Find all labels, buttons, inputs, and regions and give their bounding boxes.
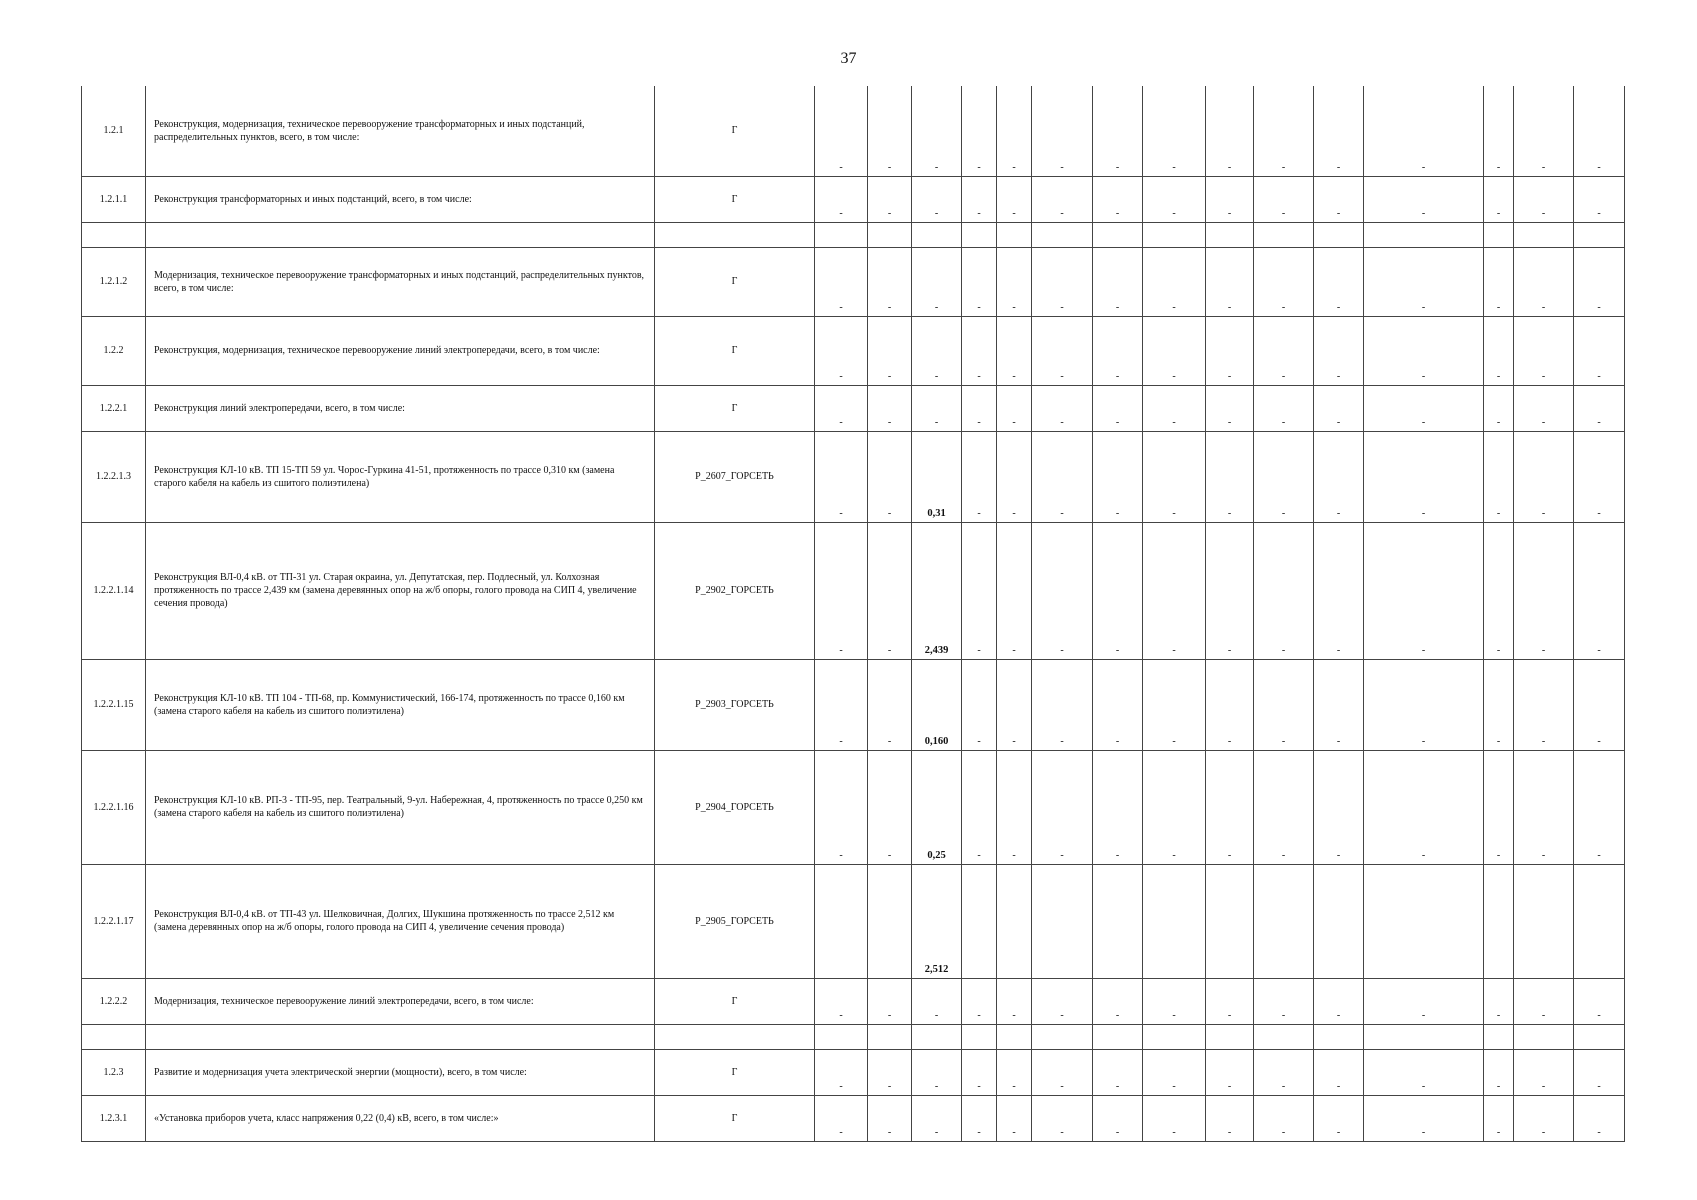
value-cell: - (997, 316, 1032, 385)
value-cell: - (1514, 750, 1574, 864)
value-cell: - (1514, 978, 1574, 1024)
table-row (82, 176, 1625, 222)
value-cell: - (962, 659, 997, 750)
table-row (82, 864, 1625, 978)
value-cell: - (1143, 659, 1206, 750)
value-cell: - (997, 750, 1032, 864)
value-cell (912, 1024, 962, 1049)
value-cell: - (1254, 1095, 1314, 1141)
value-cell (1514, 864, 1574, 978)
table-row (82, 1095, 1625, 1141)
value-cell: - (868, 247, 912, 316)
row-name-cell: Реконструкция, модернизация, техническое перевооружение трансформаторных и иных подстанций, распределительных пунктов, всего, в том числе: (146, 86, 655, 176)
page-number: 37 (840, 50, 857, 67)
row-name-cell: Развитие и модернизация учета электрической энергии (мощности), всего, в том числе: (146, 1049, 655, 1095)
value-cell: - (1514, 1095, 1574, 1141)
row-identifier-cell: Г (655, 385, 815, 431)
row-code-cell: 1.2.1.1 (82, 176, 146, 222)
value-cell (868, 1024, 912, 1049)
value-cell: - (962, 385, 997, 431)
value-cell (1032, 222, 1093, 247)
row-name-cell: «Установка приборов учета, класс напряжения 0,22 (0,4) кВ, всего, в том числе:» (146, 1095, 655, 1141)
value-cell: - (815, 431, 868, 522)
value-cell: - (912, 385, 962, 431)
value-cell: - (1254, 176, 1314, 222)
value-cell: 2,439 (912, 522, 962, 659)
value-cell: - (1254, 522, 1314, 659)
table-row (82, 522, 1625, 659)
row-code-cell: 1.2.3 (82, 1049, 146, 1095)
value-cell: - (1364, 750, 1484, 864)
value-cell: - (1574, 978, 1625, 1024)
value-cell: - (1143, 385, 1206, 431)
table-row (82, 316, 1625, 385)
value-cell (1484, 864, 1514, 978)
value-cell (1364, 864, 1484, 978)
value-cell: - (962, 247, 997, 316)
value-cell: - (868, 659, 912, 750)
value-cell: - (912, 247, 962, 316)
value-cell: - (1484, 86, 1514, 176)
row-identifier-cell: P_2607_ГОРСЕТЬ (655, 431, 815, 522)
value-cell: - (1032, 750, 1093, 864)
table-row (82, 431, 1625, 522)
row-name-cell: Реконструкция ВЛ-0,4 кВ. от ТП-31 ул. Старая окраина, ул. Депутатская, пер. Подлесный, ул. Колхозная протяженность по трассе 2,439 км (замена деревянных опор на ж/б опоры, голого провода на СИП 4, увеличение сечения провода) (146, 522, 655, 659)
value-cell: - (1093, 431, 1143, 522)
value-cell: - (815, 316, 868, 385)
row-code-cell: 1.2.3.1 (82, 1095, 146, 1141)
table-row (82, 750, 1625, 864)
row-code-cell: 1.2.2.1.17 (82, 864, 146, 978)
value-cell: - (1574, 86, 1625, 176)
value-cell: - (1514, 1049, 1574, 1095)
value-cell: - (1484, 978, 1514, 1024)
value-cell: - (1484, 1049, 1514, 1095)
value-cell: - (1093, 247, 1143, 316)
value-cell: - (1314, 176, 1364, 222)
value-cell: - (1143, 1049, 1206, 1095)
value-cell: - (1364, 1095, 1484, 1141)
value-cell (815, 222, 868, 247)
table-row (82, 385, 1625, 431)
value-cell: - (1093, 1095, 1143, 1141)
value-cell: - (1364, 1049, 1484, 1095)
value-cell: - (1514, 385, 1574, 431)
value-cell: - (815, 659, 868, 750)
row-identifier-cell (655, 222, 815, 247)
value-cell: - (997, 1095, 1032, 1141)
value-cell: - (1484, 316, 1514, 385)
value-cell: - (962, 176, 997, 222)
value-cell: - (997, 1049, 1032, 1095)
row-name-cell: Реконструкция КЛ-10 кВ. ТП 15-ТП 59 ул. Чорос-Гуркина 41-51, протяженность по трассе 0,310 км (замена старого кабеля на кабель из сшитого полиэтилена) (146, 431, 655, 522)
value-cell: - (1206, 659, 1254, 750)
value-cell (1254, 1024, 1314, 1049)
row-identifier-cell: Г (655, 1049, 815, 1095)
value-cell: - (962, 431, 997, 522)
value-cell: - (1314, 431, 1364, 522)
row-code-cell: 1.2.2.1.16 (82, 750, 146, 864)
value-cell: - (1143, 522, 1206, 659)
value-cell (1574, 1024, 1625, 1049)
value-cell: - (1484, 522, 1514, 659)
row-name-cell: Реконструкция ВЛ-0,4 кВ. от ТП-43 ул. Шелковичная, Долгих, Шукшина протяженность по трассе 2,512 км (замена деревянных опор на ж/б опоры, голого провода на СИП 4, увеличение сечения провода) (146, 864, 655, 978)
value-cell: - (962, 750, 997, 864)
row-code-cell: 1.2.2.2 (82, 978, 146, 1024)
row-identifier-cell: P_2902_ГОРСЕТЬ (655, 522, 815, 659)
value-cell: - (1093, 522, 1143, 659)
value-cell: - (912, 316, 962, 385)
value-cell: - (1574, 659, 1625, 750)
value-cell: - (1314, 247, 1364, 316)
row-identifier-cell: P_2905_ГОРСЕТЬ (655, 864, 815, 978)
value-cell: - (1032, 385, 1093, 431)
value-cell: - (1364, 978, 1484, 1024)
value-cell: - (997, 978, 1032, 1024)
value-cell (1143, 1024, 1206, 1049)
row-code-cell: 1.2.1 (82, 86, 146, 176)
value-cell (1032, 1024, 1093, 1049)
value-cell: - (1143, 247, 1206, 316)
value-cell: - (1093, 659, 1143, 750)
value-cell: - (868, 385, 912, 431)
value-cell: - (1314, 522, 1364, 659)
value-cell: - (1364, 86, 1484, 176)
row-name-cell: Реконструкция линий электропередачи, всего, в том числе: (146, 385, 655, 431)
row-code-cell (82, 1024, 146, 1049)
value-cell (1484, 222, 1514, 247)
value-cell: - (815, 385, 868, 431)
value-cell: - (997, 431, 1032, 522)
value-cell: - (1314, 86, 1364, 176)
value-cell: - (1143, 176, 1206, 222)
value-cell: - (1206, 750, 1254, 864)
value-cell: - (1364, 659, 1484, 750)
value-cell: - (1093, 316, 1143, 385)
value-cell (1254, 222, 1314, 247)
value-cell: - (868, 1095, 912, 1141)
value-cell (1314, 1024, 1364, 1049)
value-cell: - (1032, 978, 1093, 1024)
row-name-cell: Реконструкция, модернизация, техническое перевооружение линий электропередачи, всего, в том числе: (146, 316, 655, 385)
value-cell: - (1143, 86, 1206, 176)
value-cell (1314, 222, 1364, 247)
value-cell: - (815, 1095, 868, 1141)
value-cell: - (1093, 750, 1143, 864)
value-cell: - (1514, 431, 1574, 522)
value-cell: - (1314, 1095, 1364, 1141)
value-cell (1364, 222, 1484, 247)
row-identifier-cell: Г (655, 247, 815, 316)
value-cell: - (815, 86, 868, 176)
value-cell: - (997, 247, 1032, 316)
row-identifier-cell (655, 1024, 815, 1049)
value-cell (1206, 222, 1254, 247)
row-code-cell: 1.2.2.1.14 (82, 522, 146, 659)
value-cell: - (1364, 176, 1484, 222)
value-cell: - (1032, 316, 1093, 385)
table-row (82, 222, 1625, 247)
value-cell (1364, 1024, 1484, 1049)
row-identifier-cell: P_2904_ГОРСЕТЬ (655, 750, 815, 864)
value-cell: - (1574, 247, 1625, 316)
value-cell: - (1514, 316, 1574, 385)
value-cell: - (1484, 659, 1514, 750)
value-cell: 2,512 (912, 864, 962, 978)
value-cell: - (1206, 86, 1254, 176)
table-row (82, 659, 1625, 750)
value-cell: - (1364, 431, 1484, 522)
value-cell: - (1574, 431, 1625, 522)
value-cell: - (1254, 978, 1314, 1024)
value-cell: - (962, 86, 997, 176)
value-cell: - (1032, 522, 1093, 659)
value-cell: - (1143, 316, 1206, 385)
row-code-cell: 1.2.1.2 (82, 247, 146, 316)
value-cell: - (1032, 659, 1093, 750)
value-cell (1032, 864, 1093, 978)
value-cell: - (1574, 316, 1625, 385)
value-cell: - (997, 86, 1032, 176)
value-cell: - (1032, 431, 1093, 522)
value-cell: - (1143, 1095, 1206, 1141)
value-cell: - (1484, 1095, 1514, 1141)
value-cell: - (868, 86, 912, 176)
row-name-cell: Реконструкция трансформаторных и иных подстанций, всего, в том числе: (146, 176, 655, 222)
value-cell: - (1206, 522, 1254, 659)
value-cell: - (1514, 247, 1574, 316)
value-cell (1574, 864, 1625, 978)
value-cell: - (815, 978, 868, 1024)
value-cell (997, 222, 1032, 247)
value-cell: - (1032, 247, 1093, 316)
row-identifier-cell: Г (655, 316, 815, 385)
table-row (82, 86, 1625, 176)
table-row (82, 247, 1625, 316)
value-cell: - (1484, 176, 1514, 222)
value-cell: - (815, 176, 868, 222)
value-cell: - (1093, 176, 1143, 222)
value-cell: - (962, 1095, 997, 1141)
value-cell: - (1364, 522, 1484, 659)
value-cell: - (962, 978, 997, 1024)
row-code-cell: 1.2.2.1 (82, 385, 146, 431)
value-cell: - (1206, 316, 1254, 385)
value-cell: - (1254, 247, 1314, 316)
row-identifier-cell: Г (655, 176, 815, 222)
value-cell: - (1206, 176, 1254, 222)
value-cell (1514, 222, 1574, 247)
table-row (82, 978, 1625, 1024)
value-cell: - (1484, 247, 1514, 316)
value-cell: - (1254, 86, 1314, 176)
table-row (82, 1049, 1625, 1095)
value-cell: - (1093, 86, 1143, 176)
value-cell: - (1206, 1049, 1254, 1095)
value-cell: - (1484, 431, 1514, 522)
value-cell: - (912, 978, 962, 1024)
value-cell: - (997, 385, 1032, 431)
value-cell: - (1314, 750, 1364, 864)
row-name-cell (146, 222, 655, 247)
value-cell: - (1254, 750, 1314, 864)
value-cell: - (1364, 385, 1484, 431)
value-cell: - (868, 1049, 912, 1095)
value-cell: - (1254, 316, 1314, 385)
value-cell (912, 222, 962, 247)
value-cell: - (997, 659, 1032, 750)
value-cell: - (962, 316, 997, 385)
value-cell (1254, 864, 1314, 978)
value-cell: 0,25 (912, 750, 962, 864)
value-cell: - (1206, 247, 1254, 316)
value-cell: - (1484, 750, 1514, 864)
value-cell (962, 222, 997, 247)
value-cell: - (1314, 978, 1364, 1024)
value-cell: - (1143, 431, 1206, 522)
value-cell: - (868, 750, 912, 864)
value-cell (1314, 864, 1364, 978)
value-cell (868, 222, 912, 247)
value-cell: - (868, 316, 912, 385)
row-name-cell: Модернизация, техническое перевооружение линий электропередачи, всего, в том числе: (146, 978, 655, 1024)
value-cell: - (1574, 750, 1625, 864)
value-cell: - (1032, 1095, 1093, 1141)
value-cell (815, 1024, 868, 1049)
value-cell: - (1484, 385, 1514, 431)
value-cell (1143, 222, 1206, 247)
value-cell: - (1032, 176, 1093, 222)
row-identifier-cell: Г (655, 978, 815, 1024)
value-cell (1093, 864, 1143, 978)
row-code-cell (82, 222, 146, 247)
value-cell (997, 1024, 1032, 1049)
value-cell: - (1574, 176, 1625, 222)
value-cell: - (815, 522, 868, 659)
row-code-cell: 1.2.2 (82, 316, 146, 385)
row-code-cell: 1.2.2.1.15 (82, 659, 146, 750)
value-cell: - (868, 431, 912, 522)
value-cell: - (1574, 1095, 1625, 1141)
value-cell: - (997, 522, 1032, 659)
value-cell: - (912, 86, 962, 176)
value-cell (1206, 1024, 1254, 1049)
value-cell: 0,31 (912, 431, 962, 522)
value-cell (1574, 222, 1625, 247)
value-cell: - (1093, 978, 1143, 1024)
value-cell: - (1574, 1049, 1625, 1095)
value-cell: - (1514, 659, 1574, 750)
value-cell (997, 864, 1032, 978)
value-cell: - (1364, 316, 1484, 385)
value-cell: - (1574, 385, 1625, 431)
row-identifier-cell: Г (655, 86, 815, 176)
value-cell: - (868, 978, 912, 1024)
value-cell: - (1093, 385, 1143, 431)
value-cell (1484, 1024, 1514, 1049)
value-cell (1143, 864, 1206, 978)
value-cell (1206, 864, 1254, 978)
value-cell: - (1206, 385, 1254, 431)
value-cell: - (1254, 431, 1314, 522)
value-cell (962, 864, 997, 978)
value-cell: - (1514, 522, 1574, 659)
value-cell: - (912, 1049, 962, 1095)
value-cell: - (1143, 750, 1206, 864)
value-cell: - (1574, 522, 1625, 659)
value-cell (1514, 1024, 1574, 1049)
value-cell: - (1314, 316, 1364, 385)
value-cell: - (1514, 176, 1574, 222)
value-cell: - (1206, 431, 1254, 522)
value-cell: - (1143, 978, 1206, 1024)
row-name-cell (146, 1024, 655, 1049)
value-cell (815, 864, 868, 978)
row-identifier-cell: P_2903_ГОРСЕТЬ (655, 659, 815, 750)
row-name-cell: Реконструкция КЛ-10 кВ. ТП 104 - ТП-68, пр. Коммунистический, 166-174, протяженность по трассе 0,160 км (замена старого кабеля на кабель из сшитого полиэтилена) (146, 659, 655, 750)
table-row (82, 1024, 1625, 1049)
value-cell: - (1314, 385, 1364, 431)
value-cell: - (1314, 659, 1364, 750)
value-cell: - (1032, 1049, 1093, 1095)
value-cell: 0,160 (912, 659, 962, 750)
value-cell: - (1314, 1049, 1364, 1095)
value-cell: - (912, 1095, 962, 1141)
value-cell: - (815, 247, 868, 316)
value-cell: - (1032, 86, 1093, 176)
value-cell (1093, 1024, 1143, 1049)
value-cell: - (868, 176, 912, 222)
value-cell: - (1254, 385, 1314, 431)
value-cell (962, 1024, 997, 1049)
value-cell: - (1254, 1049, 1314, 1095)
value-cell: - (815, 1049, 868, 1095)
row-identifier-cell: Г (655, 1095, 815, 1141)
value-cell: - (1364, 247, 1484, 316)
value-cell: - (962, 1049, 997, 1095)
investment-program-table (81, 86, 1625, 1142)
value-cell: - (1254, 659, 1314, 750)
value-cell: - (912, 176, 962, 222)
value-cell: - (1514, 86, 1574, 176)
value-cell: - (1093, 1049, 1143, 1095)
value-cell: - (1206, 978, 1254, 1024)
row-code-cell: 1.2.2.1.3 (82, 431, 146, 522)
row-name-cell: Модернизация, техническое перевооружение трансформаторных и иных подстанций, распределительных пунктов, всего, в том числе: (146, 247, 655, 316)
value-cell (1093, 222, 1143, 247)
value-cell: - (997, 176, 1032, 222)
value-cell: - (962, 522, 997, 659)
value-cell: - (1206, 1095, 1254, 1141)
row-name-cell: Реконструкция КЛ-10 кВ. РП-3 - ТП-95, пер. Театральный, 9-ул. Набережная, 4, протяженность по трассе 0,250 км (замена старого кабеля на кабель из сшитого полиэтилена) (146, 750, 655, 864)
value-cell: - (815, 750, 868, 864)
value-cell: - (868, 522, 912, 659)
value-cell (868, 864, 912, 978)
